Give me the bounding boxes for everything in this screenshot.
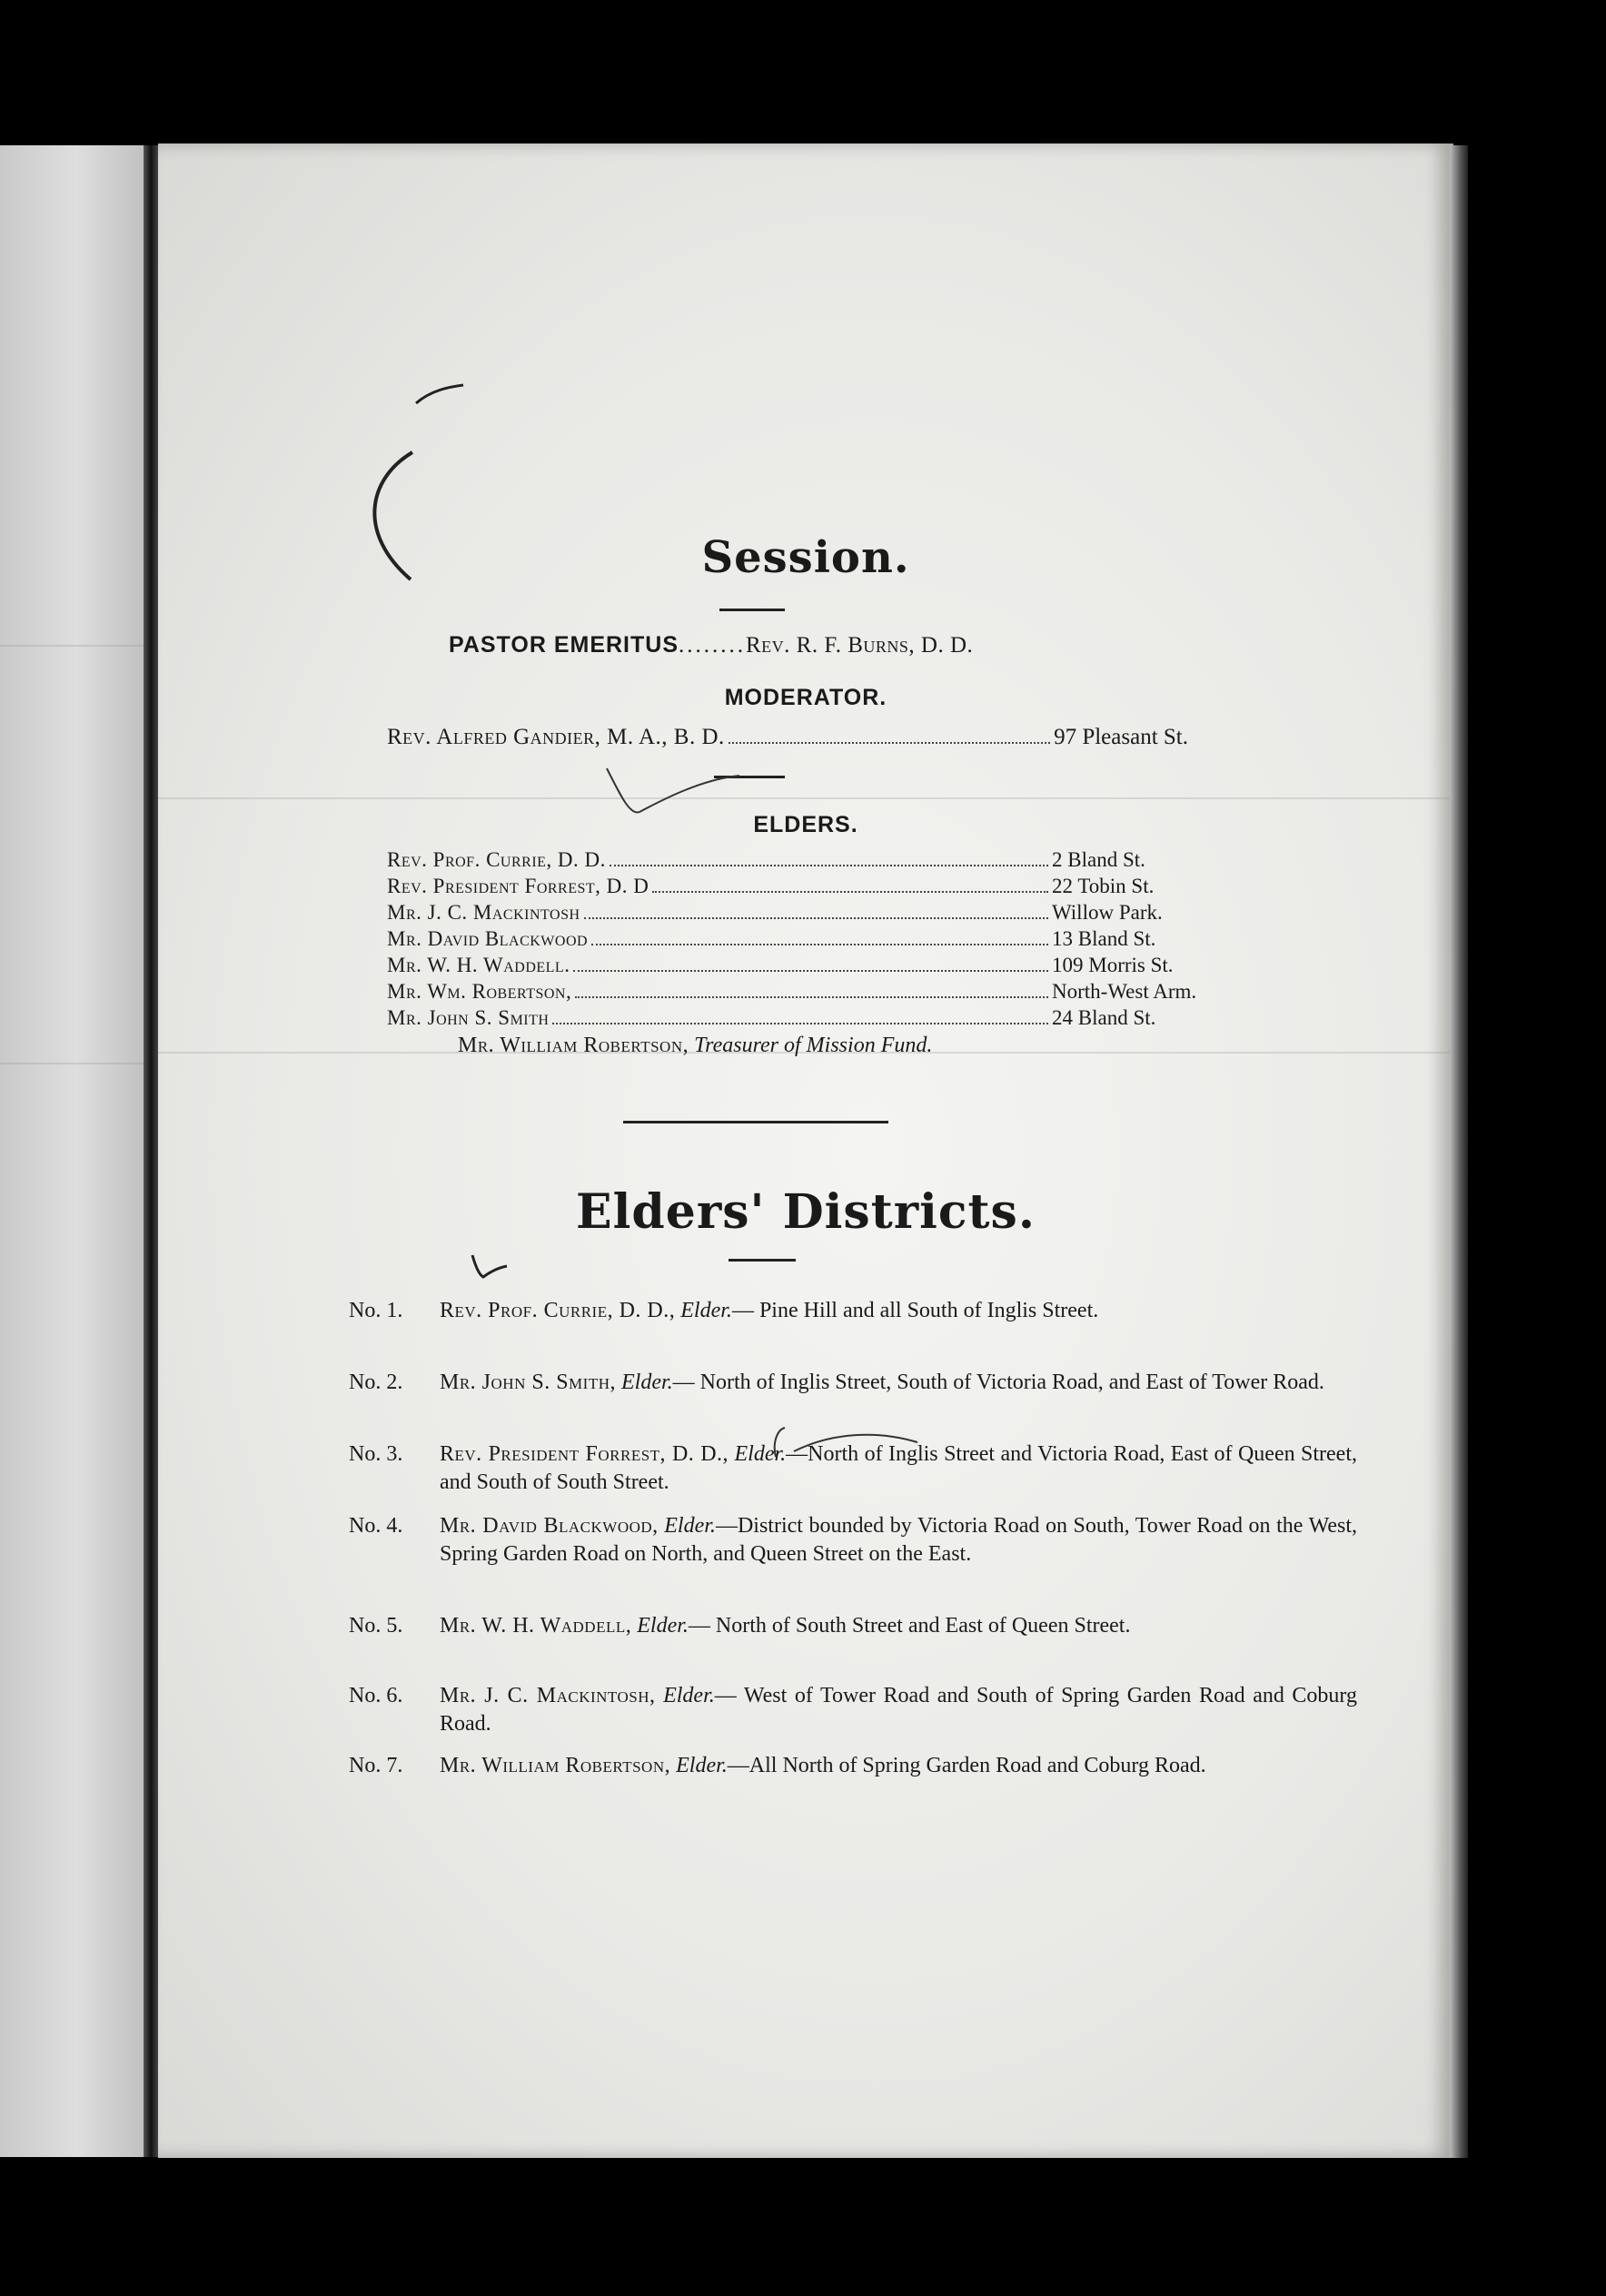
elder-name: Mr. Wm. Robertson, [387,980,572,1003]
dot-leader [575,991,1048,998]
district-description: —North of Inglis Street and Victoria Road, East of Queen Street, and South of South Street. [440,1442,1357,1494]
district-number: No. 3. [349,1442,403,1466]
elder-row [387,848,1188,872]
elder-address: North-West Arm. [1052,980,1197,1003]
district-number: No. 7. [349,1754,403,1777]
book-gutter [144,145,158,2157]
pastor-emeritus-line: PASTOR EMERITUS........Rev. R. F. Burns, D. D. [449,632,974,658]
district-role: Elder. [680,1299,732,1322]
pastor-emeritus-name: Rev. R. F. Burns, D. D. [746,633,974,658]
district-role: Elder. [663,1684,715,1707]
elder-address: Willow Park. [1052,901,1163,924]
dot-leader [552,1017,1048,1024]
elder-row [387,1006,1188,1030]
elders-heading: ELDERS. [753,812,858,837]
session-heading: Session. [701,532,910,583]
dot-leader [573,965,1048,972]
district-elder-name: Mr. William Robertson, [440,1754,671,1777]
dot-leader [610,859,1048,866]
moderator-name: Rev. Alfred Gandier, M. A., B. D. [387,725,725,749]
elder-name: Mr. W. H. Waddell. [387,954,570,976]
district-elder-name: Rev. Prof. Currie, D. D., [440,1299,676,1322]
dot-leader [584,912,1048,919]
elder-row [387,954,1188,977]
elder-name: Mr. John S. Smith [387,1006,550,1029]
district-number: No. 6. [349,1684,403,1707]
section-divider [623,1121,888,1123]
district-description: — Pine Hill and all South of Inglis Street. [731,1299,1099,1322]
district-number: No. 5. [349,1614,403,1638]
district-number: No. 1. [349,1299,403,1322]
district-number: No. 4. [349,1514,403,1538]
district-number: No. 2. [349,1371,403,1394]
treasurer-role: Treasurer of Mission Fund. [694,1034,933,1057]
elder-name: Rev. Prof. Currie, D. D. [387,848,606,871]
elder-address: 22 Tobin St. [1052,875,1155,897]
elder-row [387,875,1188,898]
dot-leader [591,938,1048,945]
district-elder-name: Mr. David Blackwood, [440,1514,659,1538]
district-role: Elder. [620,1371,673,1394]
dot-leader [652,886,1048,893]
page-edge-shadow [1450,145,1468,2158]
pencil-check-mark [467,1250,512,1286]
district-item [349,1369,1357,1397]
district-item [349,1752,1357,1780]
district-elder-name: Mr. John S. Smith, [440,1371,616,1394]
moderator-heading: MODERATOR. [724,685,887,710]
pencil-stroke-mark [767,1424,921,1470]
district-role: Elder. [637,1614,689,1638]
district-description: —All North of Spring Garden Road and Coburg Road. [727,1754,1206,1777]
elder-row [387,980,1197,1004]
elder-address: 13 Bland St. [1052,927,1156,950]
elder-row [387,927,1188,951]
elder-name: Mr. David Blackwood [387,927,589,950]
page-ruling [0,645,153,647]
elder-name: Mr. J. C. Mackintosh [387,901,580,924]
district-description: — North of Inglis Street, South of Victoria Road, and East of Tower Road. [672,1371,1324,1394]
elder-name: Rev. President Forrest, D. D [387,875,649,897]
district-role: Elder. [676,1754,728,1777]
moderator-row [387,725,1188,750]
page-content [158,144,1453,2158]
treasurer-name: Mr. William Robertson, [458,1034,689,1057]
pencil-stroke-mark [412,381,467,409]
treasurer-line [458,1034,932,1058]
pastor-emeritus-label: PASTOR EMERITUS [449,632,679,658]
elder-address: 24 Bland St. [1052,1006,1156,1029]
document-page [158,144,1453,2158]
districts-heading: Elders' Districts. [576,1184,1036,1240]
district-description: — North of South Street and East of Queen Street. [688,1614,1131,1638]
district-item [349,1297,1357,1325]
district-description: — West of Tower Road and South of Spring Garden Road and Coburg Road. [440,1684,1357,1736]
elder-address: 109 Morris St. [1052,954,1174,976]
moderator-address: 97 Pleasant St. [1054,725,1188,749]
district-elder-name: Mr. W. H. Waddell, [440,1614,632,1638]
district-item [349,1612,1357,1640]
elder-address: 2 Bland St. [1052,848,1145,871]
short-rule [729,1259,796,1262]
page-ruling [0,1063,153,1064]
district-elder-name: Rev. President Forrest, D. D., [440,1442,729,1466]
district-role: Elder. [664,1514,716,1538]
district-role: Elder. [734,1442,787,1466]
elder-row [387,901,1188,925]
district-elder-name: Mr. J. C. Mackintosh, [440,1684,656,1707]
district-description: —District bounded by Victoria Road on South, Tower Road on the West, Spring Garden Road on North, and Queen Street on the East. [440,1514,1357,1566]
left-facing-page [0,145,153,2157]
district-item [349,1512,1357,1569]
short-rule [719,609,785,611]
district-item [349,1682,1357,1738]
dot-leader [729,737,1050,744]
